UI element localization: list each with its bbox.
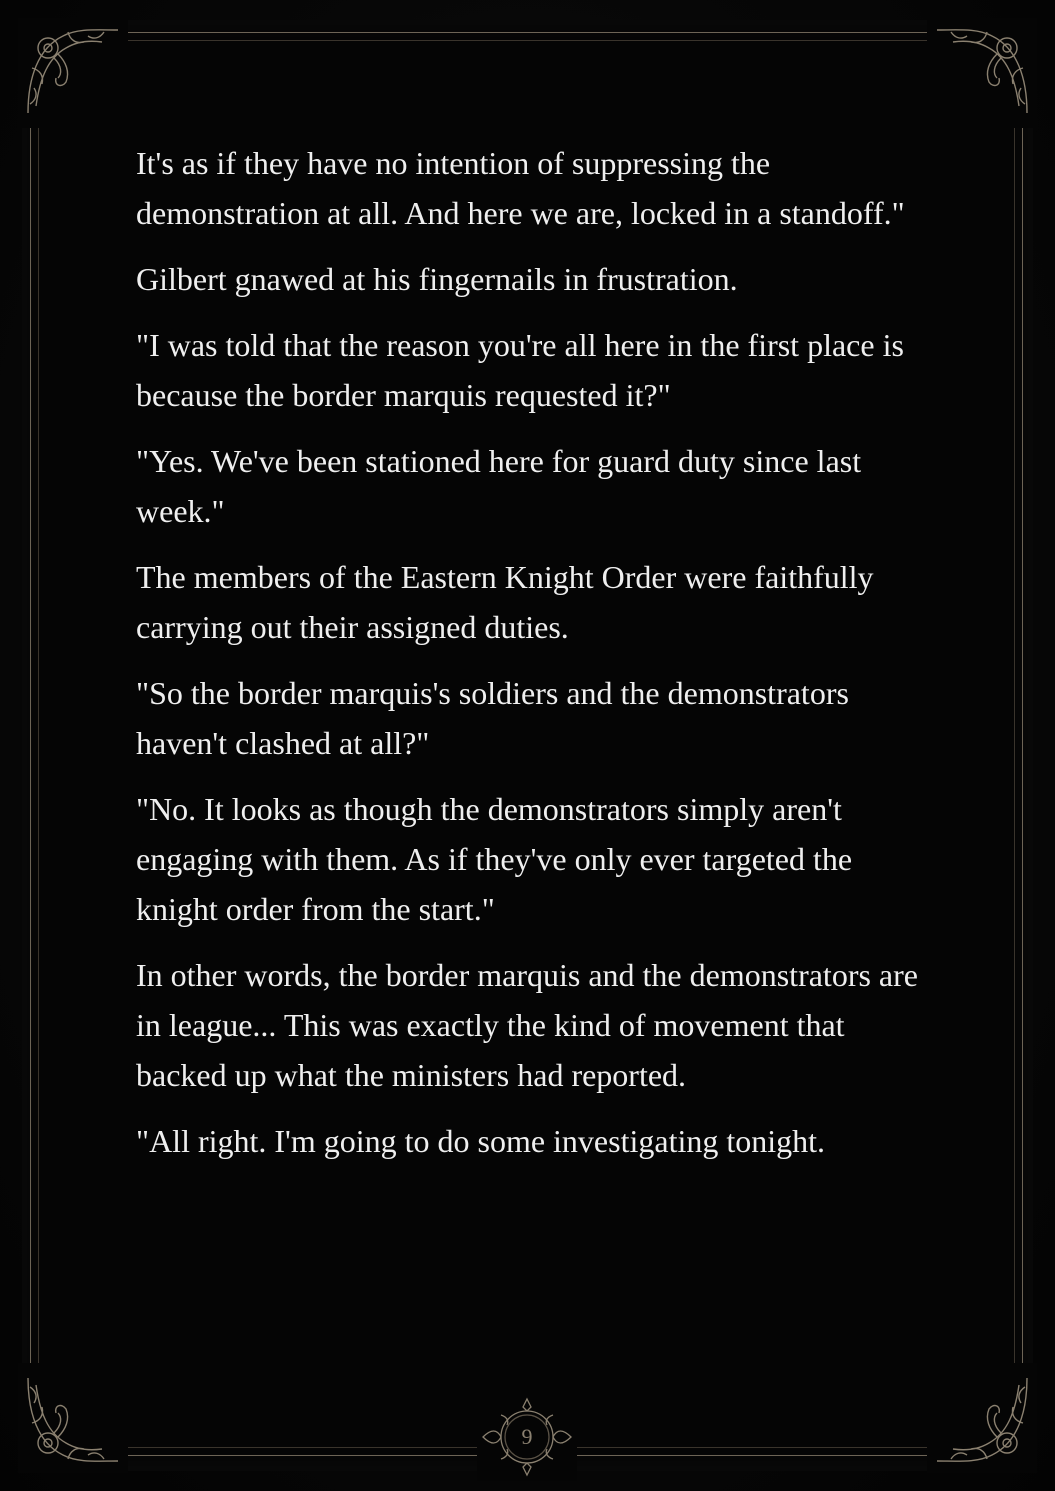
paragraph: In other words, the border marquis and the demonstrators are in league... This was exactly the kind of movement that backed up what the ministers had reported. bbox=[136, 957, 918, 1093]
paragraph: Gilbert gnawed at his fingernails in frustration. bbox=[136, 261, 738, 297]
filigree-corner-ornament-icon bbox=[18, 18, 128, 128]
filigree-corner-ornament-icon bbox=[927, 1363, 1037, 1473]
paragraph: It's as if they have no intention of suppressing the demonstration at all. And here we are, locked in a standoff." bbox=[136, 145, 905, 231]
filigree-corner-ornament-icon bbox=[18, 1363, 128, 1473]
ornamental-page-badge-icon bbox=[477, 1395, 577, 1481]
paragraph: "So the border marquis's soldiers and the demonstrators haven't clashed at all?" bbox=[136, 675, 849, 761]
paragraph: The members of the Eastern Knight Order were faithfully carrying out their assigned duties. bbox=[136, 559, 874, 645]
page-number: 9 bbox=[521, 1424, 533, 1449]
paragraph: "I was told that the reason you're all here in the first place is because the border marquis requested it?" bbox=[136, 327, 904, 413]
page-text bbox=[136, 138, 936, 1182]
paragraph: "Yes. We've been stationed here for guard duty since last week." bbox=[136, 443, 862, 529]
filigree-corner-ornament-icon bbox=[927, 18, 1037, 128]
paragraph: "All right. I'm going to do some investigating tonight. bbox=[136, 1123, 826, 1159]
paragraph: "No. It looks as though the demonstrators simply aren't engaging with them. As if they've only ever targeted the knight order from the start." bbox=[136, 791, 853, 927]
